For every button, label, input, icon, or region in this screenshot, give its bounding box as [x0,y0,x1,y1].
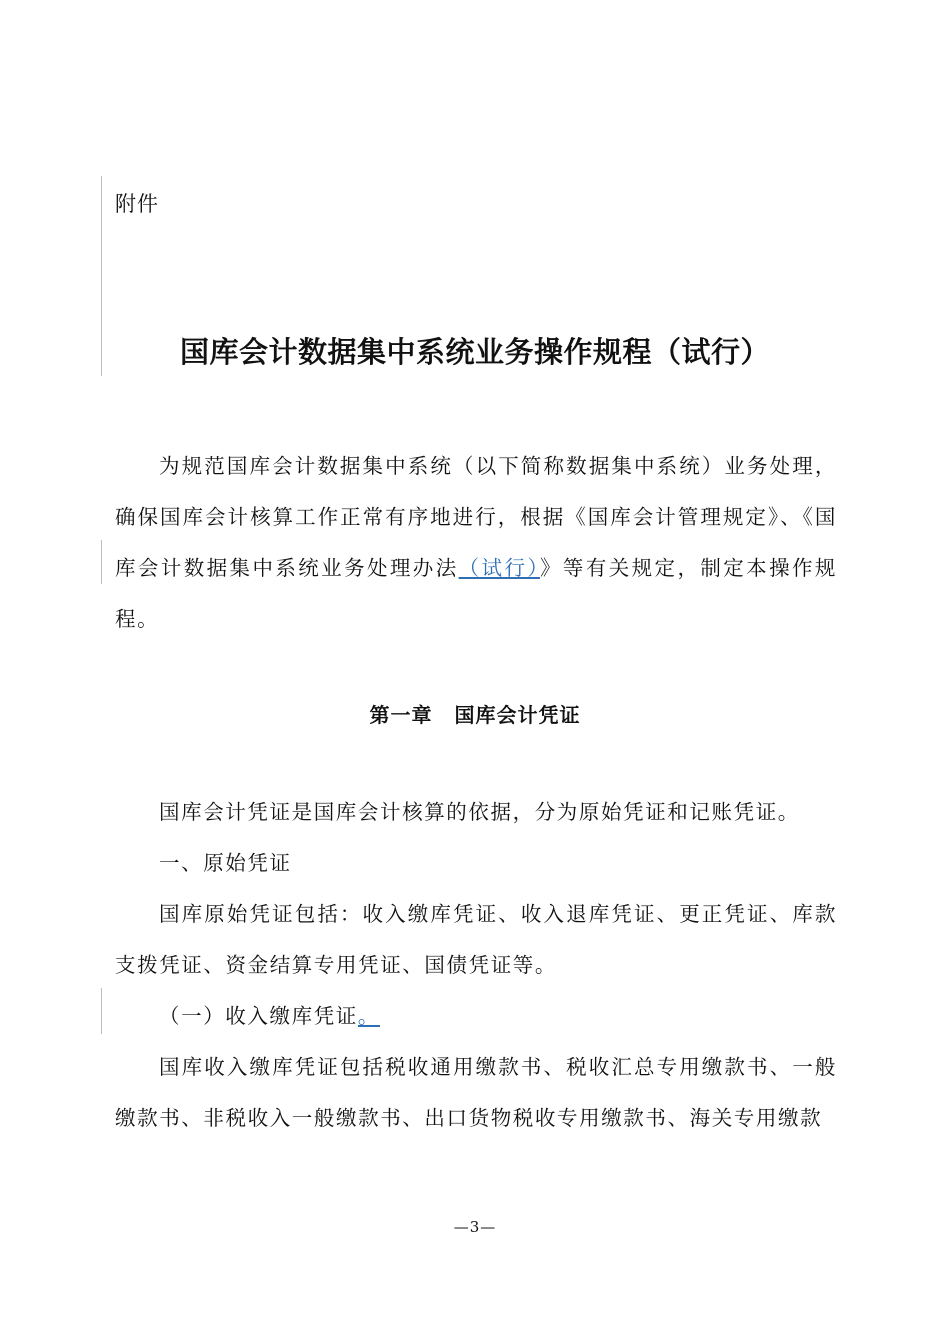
paragraph-definition: 国库会计凭证是国库会计核算的依据，分为原始凭证和记账凭证。 [159,800,800,824]
attachment-label: 附件 [115,192,159,216]
chapter-number: 第一章 [369,703,433,727]
intro-text-part1: 为规范国库会计数据集中系统（以下简称数据集中系统）业务处理，确保国库会计核算工作正常有序地进行，根据《国库会计管理规定》、《国库会计数据集中系统业务处理办法 [115,454,837,580]
revision-bar [101,988,102,1034]
section-heading-original-vouchers: 一、原始凭证 [159,851,292,875]
page-number: —3— [453,1218,497,1236]
document-title: 国库会计数据集中系统业务操作规程（试行） [179,335,770,369]
trial-link[interactable]: （试行） [458,556,541,580]
intro-paragraph [115,441,837,645]
revision-bar [101,540,102,584]
subsection-text: （一）收入缴库凭证 [159,1004,358,1028]
paragraph-revenue-vouchers: 国库收入缴库凭证包括税收通用缴款书、税收汇总专用缴款书、一般缴款书、非税收入一般缴款书、出口货物税收专用缴款书、海关专用缴款 [115,1055,837,1130]
chapter-heading [0,699,950,728]
intro-text-part2: 》等有关规定，制定本操作规程。 [115,556,838,631]
chapter-name: 国库会计凭证 [454,703,581,727]
subsection-heading-revenue-vouchers [115,991,837,1042]
subsection-link[interactable]: 。 [357,1004,381,1028]
paragraph-original-vouchers: 国库原始凭证包括：收入缴库凭证、收入退库凭证、更正凭证、库款支拨凭证、资金结算专用凭证、国债凭证等。 [115,902,837,977]
